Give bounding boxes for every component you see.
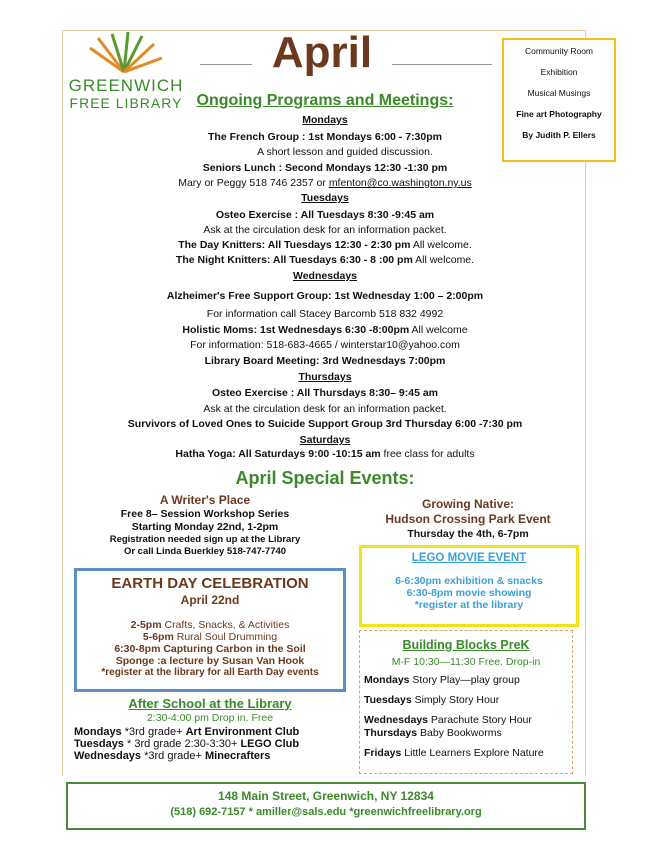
earth-day-date: April 22nd bbox=[180, 593, 240, 607]
blocks-row-5 bbox=[360, 747, 572, 759]
footer-address: 148 Main Street, Greenwich, NY 12834 bbox=[218, 789, 434, 803]
writers-title: A Writer's Place bbox=[159, 493, 251, 507]
earth-day-line5: *register at the library for all Earth Day events bbox=[101, 667, 319, 678]
mon-french-desc: A short lesson and guided discussion. bbox=[257, 146, 433, 158]
growing-native-block bbox=[358, 497, 578, 540]
blocks-row-5-day: Fridays bbox=[364, 747, 402, 759]
tue-day-knitters-bold: The Day Knitters: All Tuesdays 12:30 - 2:30 pm bbox=[178, 239, 411, 251]
lego-line1: 6-6:30pm exhibition & snacks bbox=[395, 575, 543, 587]
community-room-line4: Fine art Photography bbox=[516, 109, 602, 119]
earth-day-line2-time: 5-6pm bbox=[142, 631, 174, 643]
earth-day-line2 bbox=[77, 631, 343, 643]
earth-day-line1-text: Crafts, Snacks, & Activities bbox=[161, 619, 290, 631]
thu-osteo: Osteo Exercise : All Thursdays 8:30– 9:45 am bbox=[211, 387, 439, 399]
tue-osteo-desc: Ask at the circulation desk for an information packet. bbox=[203, 224, 447, 236]
after-school-row-1-club: Art Environment Club bbox=[185, 726, 300, 738]
blocks-title: Building Blocks PreK bbox=[402, 638, 530, 652]
wed-holistic-info: For information: 518-683-4665 / winterstar10@yahoo.com bbox=[190, 339, 460, 351]
blocks-row-5-text: Little Learners Explore Nature bbox=[401, 747, 544, 759]
tue-night-knitters-note: All welcome. bbox=[412, 254, 475, 266]
title-line-right bbox=[392, 64, 492, 65]
special-events-title: April Special Events: bbox=[235, 468, 415, 488]
mon-seniors-contact-text: Mary or Peggy 518 746 2357 or bbox=[178, 177, 329, 189]
lego-line3: *register at the library bbox=[414, 599, 524, 611]
community-room-line5: By Judith P. Ellers bbox=[522, 130, 596, 140]
mon-seniors-contact bbox=[70, 177, 580, 189]
sat-yoga-bold: Hatha Yoga: All Saturdays 9:00 -10:15 am bbox=[175, 448, 381, 460]
tuesdays-heading: Tuesdays bbox=[301, 192, 349, 204]
blocks-row-2-day: Tuesdays bbox=[364, 694, 412, 706]
month-title: April bbox=[271, 28, 373, 77]
logo-line1: GREENWICH bbox=[68, 76, 184, 95]
sat-yoga bbox=[70, 448, 580, 460]
after-school-row-1-grade: *3rd grade+ bbox=[121, 726, 186, 738]
after-school-row-2-day: Tuesdays bbox=[74, 738, 124, 750]
wed-alzheimers: Alzheimer's Free Support Group: 1st Wednesday 1:00 – 2:00pm bbox=[166, 290, 484, 302]
wednesdays-heading: Wednesdays bbox=[293, 270, 357, 282]
writers-line1: Free 8– Session Workshop Series bbox=[120, 508, 290, 520]
sat-yoga-note: free class for adults bbox=[380, 448, 475, 460]
blocks-time: M-F 10:30—11:30 Free. Drop-in bbox=[391, 656, 541, 668]
earth-day-line3: 6:30-8pm Capturing Carbon in the Soil bbox=[114, 643, 306, 655]
growing-title1: Growing Native: bbox=[421, 497, 514, 511]
after-school-row-2-grade: * 3rd grade 2:30-3:30+ bbox=[123, 738, 241, 750]
earth-day-line4: Sponge :a lecture by Susan Van Hook bbox=[115, 655, 305, 667]
blocks-row-1-day: Mondays bbox=[364, 674, 410, 686]
ongoing-title: Ongoing Programs and Meetings: bbox=[196, 92, 454, 109]
earth-day-line1 bbox=[77, 619, 343, 631]
after-school-title: After School at the Library bbox=[128, 696, 292, 711]
wed-holistic bbox=[70, 324, 580, 336]
writers-line4: Or call Linda Buerkley 518-747-7740 bbox=[123, 546, 287, 557]
thu-survivors: Survivors of Loved Ones to Suicide Support Group 3rd Thursday 6:00 -7:30 pm bbox=[127, 418, 523, 430]
writers-line2: Starting Monday 22nd, 1-2pm bbox=[131, 521, 279, 533]
earth-day-title: EARTH DAY CELEBRATION bbox=[111, 575, 309, 592]
building-blocks-box bbox=[359, 630, 573, 774]
lego-title: LEGO MOVIE EVENT bbox=[411, 552, 527, 564]
after-school-block bbox=[70, 696, 350, 762]
tue-day-knitters-note: All welcome. bbox=[410, 239, 472, 251]
earth-day-line1-time: 2-5pm bbox=[130, 619, 162, 631]
tue-night-knitters-bold: The Night Knitters: All Tuesdays 6:30 - 8 :00 pm bbox=[175, 254, 413, 266]
logo-line2: FREE LIBRARY bbox=[69, 95, 183, 111]
lego-line2: 6:30-8pm movie showing bbox=[406, 587, 532, 599]
thursdays-heading: Thursdays bbox=[298, 371, 352, 383]
blocks-row-1 bbox=[360, 674, 572, 686]
mondays-heading: Mondays bbox=[302, 114, 348, 126]
blocks-row-2-text: Simply Story Hour bbox=[411, 694, 500, 706]
blocks-row-4 bbox=[360, 727, 572, 739]
blocks-row-3 bbox=[360, 714, 572, 726]
growing-title2: Hudson Crossing Park Event bbox=[385, 512, 551, 526]
ongoing-section bbox=[70, 92, 580, 462]
blocks-row-3-day: Wednesdays bbox=[364, 714, 428, 726]
wed-holistic-note: All welcome bbox=[409, 324, 468, 336]
after-school-row-1-day: Mondays bbox=[74, 726, 122, 738]
lego-movie-box bbox=[359, 545, 579, 627]
growing-date: Thursday the 4th, 6-7pm bbox=[407, 528, 529, 540]
wed-board: Library Board Meeting: 3rd Wednesdays 7:00pm bbox=[204, 355, 446, 367]
wed-holistic-bold: Holistic Moms: 1st Wednesdays 6:30 -8:00pm bbox=[182, 324, 410, 336]
footer-contact: (518) 692-7157 * amiller@sals.edu *greenwichfreelibrary.org bbox=[170, 806, 482, 818]
after-school-row-3 bbox=[70, 750, 350, 762]
tue-night-knitters bbox=[70, 254, 580, 266]
writers-place-block bbox=[70, 493, 340, 557]
writers-line3: Registration needed sign up at the Library bbox=[109, 534, 301, 545]
earth-day-line2-text: Rural Soul Drumming bbox=[173, 631, 278, 643]
blocks-row-4-day: Thursdays bbox=[364, 727, 418, 739]
community-room-line2: Exhibition bbox=[540, 67, 578, 77]
title-line-left bbox=[200, 64, 252, 65]
blocks-row-1-text: Story Play—play group bbox=[409, 674, 520, 686]
wed-alzheimers-info: For information call Stacey Barcomb 518 832 4992 bbox=[206, 308, 444, 320]
thu-osteo-desc: Ask at the circulation desk for an information packet. bbox=[203, 403, 447, 415]
blocks-row-4-text: Baby Bookworms bbox=[417, 727, 502, 739]
blocks-row-2 bbox=[360, 694, 572, 706]
community-room-line3: Musical Musings bbox=[527, 88, 591, 98]
mon-seniors-email-link[interactable]: mfenton@co.washington.ny.us bbox=[328, 177, 472, 189]
tue-osteo: Osteo Exercise : All Tuesdays 8:30 -9:45 am bbox=[215, 209, 435, 221]
after-school-time: 2:30-4:00 pm Drop in. Free bbox=[146, 712, 274, 724]
footer-box bbox=[66, 782, 586, 830]
after-school-row-1 bbox=[70, 726, 350, 738]
after-school-row-2-club: LEGO Club bbox=[240, 738, 300, 750]
community-room-line1: Community Room bbox=[524, 46, 594, 56]
tue-day-knitters bbox=[70, 239, 580, 251]
logo-rays-icon bbox=[84, 32, 164, 74]
after-school-row-2 bbox=[70, 738, 350, 750]
mon-french: The French Group : 1st Mondays 6:00 - 7:30pm bbox=[208, 131, 442, 143]
blocks-row-3-text: Parachute Story Hour bbox=[428, 714, 532, 726]
earth-day-box bbox=[74, 568, 346, 692]
saturdays-heading: Saturdays bbox=[299, 434, 351, 446]
after-school-row-3-grade: *3rd grade+ bbox=[141, 750, 205, 762]
after-school-row-3-day: Wednesdays bbox=[74, 750, 142, 762]
after-school-row-3-club: Minecrafters bbox=[204, 750, 271, 762]
mon-seniors: Seniors Lunch : Second Mondays 12:30 -1:30 pm bbox=[202, 162, 448, 174]
